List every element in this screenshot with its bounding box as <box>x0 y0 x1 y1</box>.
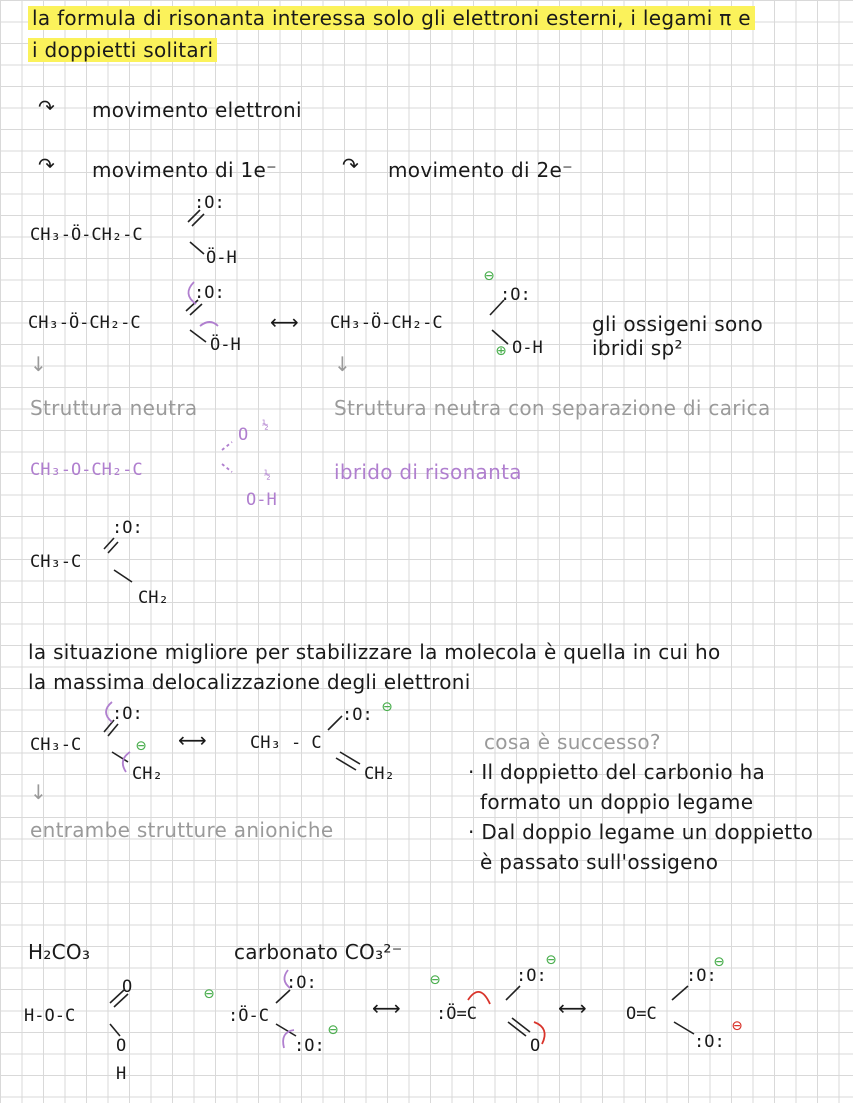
bond-line <box>492 330 508 344</box>
full-arrow-icon: ↷ <box>38 153 56 177</box>
carbonate-s2-left: :Ö=C <box>436 1004 477 1024</box>
anion-right-ch2: CH₂ <box>364 764 395 784</box>
carbonate-s3-bottom: :O: <box>694 1032 725 1052</box>
carbonic-acid-hydrogen: H <box>116 1064 127 1084</box>
res-left-top-oxygen: :O: <box>194 283 225 303</box>
res-right-minus-charge: ⊖ <box>484 266 495 286</box>
curved-arrow-icon <box>284 970 290 988</box>
carbonic-acid-formula: H₂CO₃ <box>28 940 91 964</box>
mol1-main-chain: CH₃-Ö-CH₂-C <box>30 225 143 245</box>
curved-arrow-icon <box>534 1022 545 1044</box>
bond-line <box>328 716 342 730</box>
bond-line <box>512 1018 530 1032</box>
bond-line <box>190 330 206 342</box>
bond-line <box>114 994 128 1007</box>
answer-2-line-2: è passato sull'ossigeno <box>480 850 719 874</box>
curved-arrow-icon <box>188 282 196 304</box>
anion-double-arrow: ⟷ <box>178 728 207 752</box>
bond-line <box>110 990 124 1003</box>
hybrid-note: gli ossigeni sono ibridi sp² <box>592 312 764 360</box>
anion-right-minus: ⊖ <box>382 697 393 717</box>
anion-left-minus: ⊖ <box>136 736 147 756</box>
carbonic-acid-top-oxygen: O <box>122 977 133 997</box>
res-right-hydroxyl: O-H <box>512 338 543 358</box>
curved-arrow-icon <box>123 752 130 772</box>
anion-right-main: CH₃ - C <box>250 733 322 753</box>
question-text: cosa è successo? <box>484 730 661 754</box>
carbonate-s1-left: :Ö-C <box>228 1006 269 1026</box>
carbanion-top-oxygen: :O: <box>112 518 143 538</box>
anion-left-ch2: CH₂ <box>132 764 163 784</box>
res-right-plus-charge: ⊕ <box>496 341 507 361</box>
carbonate-s2-minus: ⊖ <box>430 970 441 990</box>
hybrid-hydroxyl: O-H <box>246 490 277 510</box>
carbonate-s2-minus-2: ⊖ <box>546 950 557 970</box>
carbonate-s1-minus-2: ⊖ <box>328 1020 339 1040</box>
carbonate-s1-minus: ⊖ <box>204 984 215 1004</box>
carbonate-label: carbonato CO₃²⁻ <box>234 940 403 964</box>
carbonic-acid-bottom-oxygen: O <box>116 1036 127 1056</box>
title-line-1: la formula di risonanta interessa solo gli elettroni esterni, i legami π e <box>28 6 755 30</box>
answer-1-line-2: formato un doppio legame <box>480 790 754 814</box>
bond-line <box>490 300 504 315</box>
curved-arrow-icon <box>283 1030 294 1048</box>
res-right-top-oxygen: :O: <box>500 285 531 305</box>
bond-line <box>672 986 688 1000</box>
bond-line <box>110 1024 120 1036</box>
carbonic-acid-main: H-O-C <box>24 1006 76 1026</box>
curved-arrow-icon <box>106 702 112 722</box>
hybrid-main-chain: CH₃-O-CH₂-C <box>30 460 143 480</box>
anion-left-main: CH₃-C <box>30 735 82 755</box>
carbonate-double-arrow-2: ⟷ <box>558 996 587 1020</box>
curved-arrow-icon <box>200 322 218 326</box>
carbonate-double-arrow-1: ⟷ <box>372 996 401 1020</box>
label-charge-separation: Struttura neutra con separazione di carica <box>334 396 771 420</box>
delocalised-bond-icon <box>222 442 232 472</box>
legend-one-electron: movimento di 1e⁻ <box>92 158 278 182</box>
curved-arrow-icon <box>468 992 490 1004</box>
stability-line-2: la massima delocalizzazione degli elettroni <box>28 670 471 694</box>
carbonate-s3-minus-red: ⊖ <box>732 1016 743 1036</box>
resonance-double-arrow: ⟷ <box>270 310 299 334</box>
bond-line <box>674 1022 694 1034</box>
answer-2-line-1: · Dal doppio legame un doppietto <box>468 820 814 844</box>
carbanion-ch2: CH₂ <box>138 588 169 608</box>
anion-left-top-oxygen: :O: <box>112 704 143 724</box>
bond-line <box>506 986 520 1000</box>
down-arrow-icon: ↓ <box>30 352 48 376</box>
hybrid-mid-half: ½ <box>264 468 271 481</box>
carbonate-s3-minus: ⊖ <box>714 952 725 972</box>
bond-line <box>190 242 204 254</box>
down-arrow-icon: ↓ <box>334 352 352 376</box>
bond-line <box>508 1022 526 1036</box>
bond-line <box>276 990 290 1003</box>
anion-right-top-oxygen: :O: <box>342 705 373 725</box>
hybrid-top-half: ½ <box>262 418 269 431</box>
legend-electron-movement: movimento elettroni <box>92 98 302 122</box>
mol1-top-oxygen: :O: <box>194 193 225 213</box>
carbanion-main: CH₃-C <box>30 552 82 572</box>
label-anionic-structures: entrambe strutture anioniche <box>30 818 334 842</box>
carbonate-s1-bottom: :O: <box>294 1036 325 1056</box>
res-left-main-chain: CH₃-Ö-CH₂-C <box>28 313 141 333</box>
legend-two-electrons: movimento di 2e⁻ <box>388 158 574 182</box>
label-neutral-structure: Struttura neutra <box>30 396 198 420</box>
title-line-2: i doppietti solitari <box>28 38 217 62</box>
hybrid-top-oxygen: O <box>238 425 249 445</box>
res-left-hydroxyl: Ö-H <box>210 335 241 355</box>
carbonate-s2-top: :O: <box>516 966 547 986</box>
carbonate-s3-left: O=C <box>626 1004 657 1024</box>
carbonate-s2-bottom: O <box>530 1036 541 1056</box>
res-right-main-chain: CH₃-Ö-CH₂-C <box>330 313 443 333</box>
mol1-hydroxyl: Ö-H <box>206 248 237 268</box>
carbonate-s3-top: :O: <box>686 966 717 986</box>
label-resonance-hybrid: ibrido di risonanta <box>334 460 522 484</box>
half-arrow-icon: ↷ <box>342 153 360 177</box>
bond-line <box>114 570 132 582</box>
curved-arrow-icon: ↷ <box>38 95 56 119</box>
stability-line-1: la situazione migliore per stabilizzare la molecola è quella in cui ho <box>28 640 721 664</box>
answer-1-line-1: · Il doppietto del carbonio ha <box>468 760 766 784</box>
down-arrow-icon: ↓ <box>30 780 48 804</box>
carbonate-s1-top: :O: <box>286 973 317 993</box>
